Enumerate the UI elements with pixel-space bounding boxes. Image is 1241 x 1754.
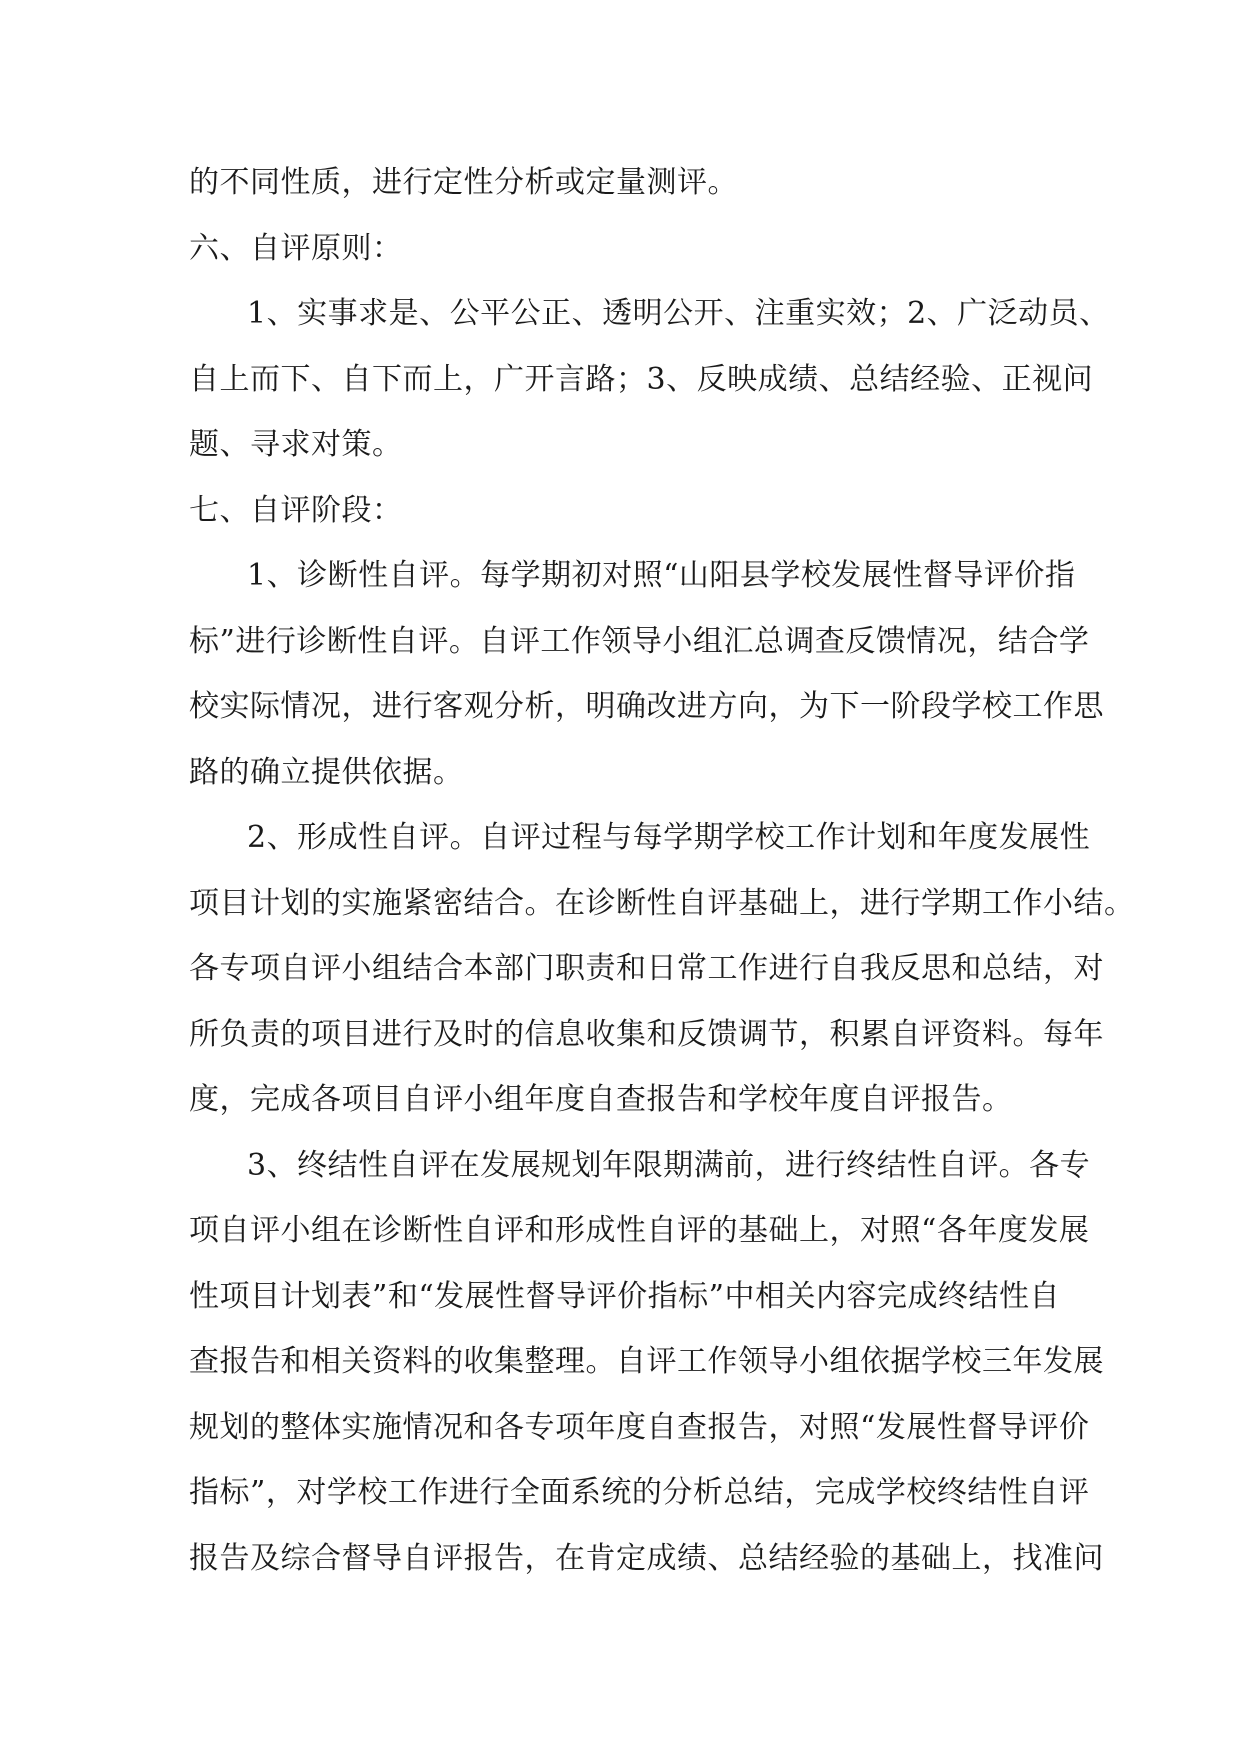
text-line-16: 3、终结性自评在发展规划年限期满前，进行终结性自评。各专 <box>247 1147 1091 1183</box>
text-line-20: 规划的整体实施情况和各专项年度自查报告，对照“发展性督导评价 <box>189 1409 1090 1445</box>
text-line-9: 校实际情况，进行客观分析，明确改进方向，为下一阶段学校工作思 <box>189 689 1104 724</box>
text-line-22: 报告及综合督导自评报告，在肯定成绩、总结经验的基础上，找准问 <box>189 1540 1104 1576</box>
section-heading-principles: 六、自评原则： <box>189 230 403 266</box>
document-body <box>189 150 1135 1591</box>
text-line-21: 指标”，对学校工作进行全面系统的分析总结，完成学校终结性自评 <box>189 1475 1090 1510</box>
section-heading-stages: 七、自评阶段： <box>189 492 403 528</box>
text-line-11: 2、形成性自评。自评过程与每学期学校工作计划和年度发展性 <box>247 820 1091 855</box>
text-line-13: 各专项自评小组结合本部门职责和日常工作进行自我反思和总结，对 <box>189 951 1104 986</box>
text-line-3: 1、实事求是、公平公正、透明公开、注重实效；2、广泛动员、 <box>247 296 1110 331</box>
text-line-4: 自上而下、自下而上，广开言路；3、反映成绩、总结经验、正视问 <box>189 361 1094 397</box>
text-line-18: 性项目计划表”和“发展性督导评价指标”中相关内容完成终结性自 <box>189 1278 1061 1314</box>
text-line-7: 1、诊断性自评。每学期初对照“山阳县学校发展性督导评价指 <box>247 558 1076 593</box>
text-line-12: 项目计划的实施紧密结合。在诊断性自评基础上，进行学期工作小结。 <box>189 885 1135 921</box>
text-line-5: 题、寻求对策。 <box>189 427 403 462</box>
text-line-15: 度，完成各项目自评小组年度自查报告和学校年度自评报告。 <box>189 1082 1013 1117</box>
text-line-10: 路的确立提供依据。 <box>189 754 464 790</box>
text-line-14: 所负责的项目进行及时的信息收集和反馈调节，积累自评资料。每年 <box>189 1016 1104 1052</box>
text-line-19: 查报告和相关资料的收集整理。自评工作领导小组依据学校三年发展 <box>189 1344 1104 1379</box>
text-line-1: 的不同性质，进行定性分析或定量测评。 <box>189 165 738 200</box>
text-line-8: 标”进行诊断性自评。自评工作领导小组汇总调查反馈情况，结合学 <box>189 623 1090 659</box>
text-line-17: 项自评小组在诊断性自评和形成性自评的基础上，对照“各年度发展 <box>189 1213 1090 1248</box>
